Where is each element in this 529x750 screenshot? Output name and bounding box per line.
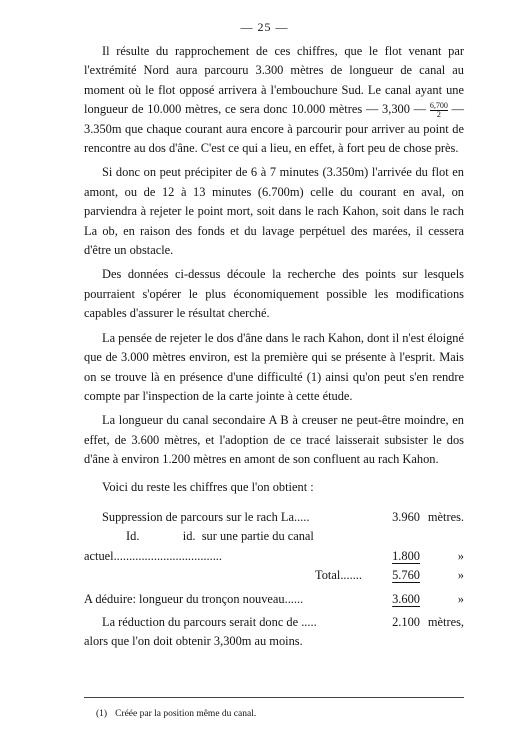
row-label: Suppression de parcours sur le rach La..... [102, 509, 310, 524]
paragraph-5 [84, 411, 464, 469]
paragraph-1-formula-post: — 3.350m que chaque courant aura encore à parcourir pour arriver au point de rencontre au dos d'âne. C'est ce qui a lieu, en effet, à fort peu de chose près. [84, 102, 464, 156]
paragraph-5-text: La longueur du canal secondaire A B à creuser ne peut-être moindre, en effet, de 3.600 mètres, et l'adoption de ce tracé laisserait subsister le dos d'âne à environ 1.200 mètres en amont de son confluent au rach Kahon. [84, 413, 464, 467]
table-row [84, 508, 464, 527]
paragraph-1 [84, 42, 464, 158]
footnote-divider [84, 697, 464, 698]
table-row [84, 632, 464, 651]
page-body [84, 42, 464, 652]
row-unit: » [457, 548, 464, 563]
row-value: 3.600 [392, 591, 420, 606]
row-unit: » [457, 591, 464, 606]
paragraph-2-text: Si donc on peut précipiter de 6 à 7 minutes (3.350m) l'arrivée du flot en amont, ou de 12 à 13 minutes (6.700m) celle du courant en aval, on parviendra à rejeter le point mort, soit dans le rach Kahon, soit dans le rach La ob, en raison des fonds et du lavage perpétuel des marées, il cessera d'être un obstacle. [84, 165, 464, 258]
paragraph-3-text: Des données ci-dessus découle la recherche des points sur lesquels pourraient s'opérer le plus économiquement possible les modifications capables d'assurer le résultat cherché. [84, 267, 464, 321]
fraction [430, 102, 448, 119]
paragraph-6-text: Voici du reste les chiffres que l'on obtient : [102, 479, 314, 494]
fraction-denominator: 2 [436, 109, 441, 119]
paragraph-6 [84, 478, 464, 497]
row-unit: mètres, [427, 614, 464, 629]
fraction-numerator: 6,700 [429, 100, 448, 110]
footnote-text: Créée par la position même du canal. [115, 709, 257, 719]
page-number: — 25 — [240, 20, 289, 34]
row-text: alors que l'on doit obtenir 3,300m au moins. [84, 634, 303, 649]
calculation-table [84, 508, 464, 652]
paragraph-3 [84, 265, 464, 323]
table-row [84, 527, 464, 546]
row-label: A déduire: longueur du tronçon nouveau...... [84, 591, 304, 606]
row-label: La réduction du parcours serait donc de ..... [102, 614, 317, 629]
table-row [84, 590, 464, 609]
table-row [84, 547, 464, 566]
row-value: 5.760 [392, 568, 420, 583]
footnote-marker: (1) [96, 709, 108, 719]
paragraph-1-formula-pre: mètres — 3,300 — [329, 102, 427, 117]
row-label: Total....... [315, 568, 362, 583]
paragraph-1-text: Il résulte du rapprochement de ces chiffres, que le flot venant par l'extrémité Nord aura parcouru 3.300 mètres de longueur de canal au moment où le flot opposé arrivera à l'embouchure Sud. Le canal ayant une longueur de 10.000 mètres, ce sera donc 10.000 [84, 44, 464, 117]
paragraph-2 [84, 163, 464, 260]
footnote [96, 709, 264, 719]
table-row [84, 566, 464, 585]
table-row [84, 613, 464, 632]
row-value: 1.800 [392, 548, 420, 563]
paragraph-4 [84, 329, 464, 407]
paragraph-4-text: La pensée de rejeter le dos d'âne dans le rach Kahon, dont il n'est éloigné que de 3.000 mètres environ, est la première qui se présente à l'esprit. Mais on se trouve là en présence d'une difficulté (1) ainsi qu'on peut s'en rendre compte par l'inspection de la carte jointe à cette étude. [84, 330, 464, 403]
row-value: 2.100 [392, 614, 420, 629]
row-label: actuel................................... [84, 548, 222, 563]
row-unit: mètres. [427, 509, 464, 524]
row-value: 3.960 [392, 509, 420, 524]
row-unit: » [457, 568, 464, 583]
row-label: Id. id. sur une partie du canal [126, 529, 314, 544]
